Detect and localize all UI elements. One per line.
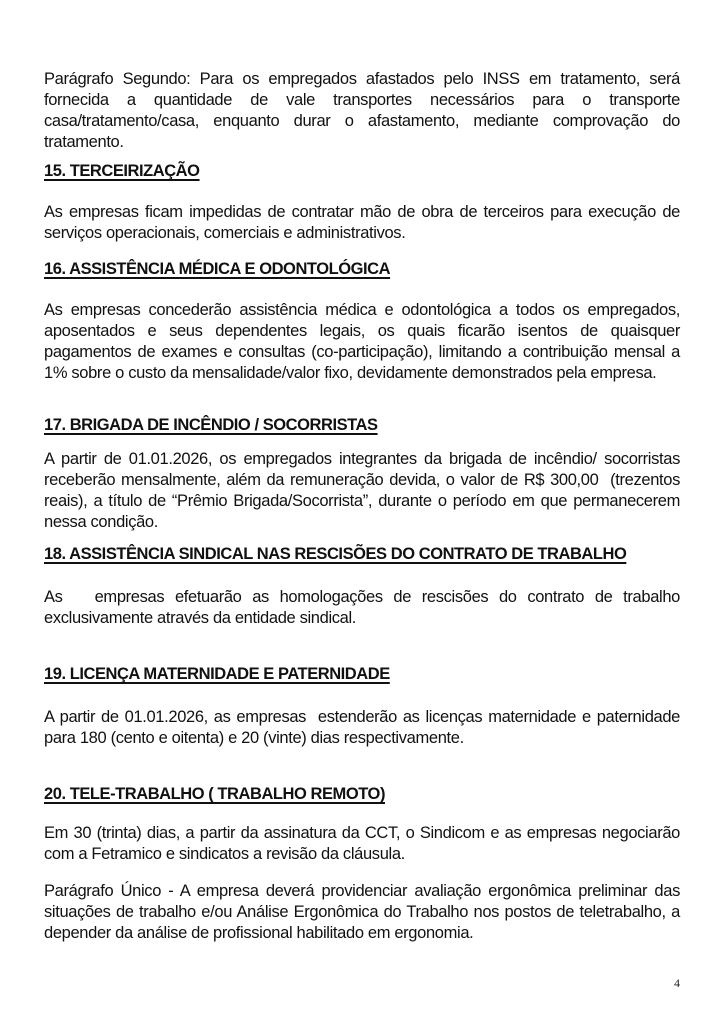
heading-20-teletrabalho: 20. TELE-TRABALHO ( TRABALHO REMOTO) <box>44 785 385 803</box>
paragraph-licenca: A partir de 01.01.2026, as empresas estenderão as licenças maternidade e paternidade para 180 (cento e oitenta) e 20 (vinte) dias respectivamente. <box>44 708 685 747</box>
paragraph-segundo-inss: Parágrafo Segundo: Para os empregados afastados pelo INSS em tratamento, será fornecida a quantidade de vale transportes necessários para o transporte casa/tratamento/casa, enquanto durar o afastamento, mediante comprovação do tratamento. <box>44 70 680 151</box>
paragraph-terceirizacao: As empresas ficam impedidas de contratar mão de obra de terceiros para execução de serviços operacionais, comerciais e administrativos. <box>44 203 680 242</box>
heading-19-licenca: 19. LICENÇA MATERNIDADE E PATERNIDADE <box>44 665 390 683</box>
paragraph-assistencia-sindical: As empresas efetuarão as homologações de rescisões do contrato de trabalho exclusivamente através da entidade sindical. <box>44 588 685 627</box>
heading-18-assistencia-sindical: 18. ASSISTÊNCIA SINDICAL NAS RESCISÕES DO CONTRATO DE TRABALHO <box>44 545 627 563</box>
paragraph-assistencia-medica: As empresas concederão assistência médica e odontológica a todos os empregados, aposentados e seus dependentes legais, os quais ficarão isentos de quaisquer pagamentos de exames e consultas (co-participação), limitando a contribuição mensal a 1% sobre o custo da mensalidade/valor fixo, devidamente demonstrados pela empresa. <box>44 301 680 382</box>
heading-15-terceirizacao: 15. TERCEIRIZAÇÃO <box>44 162 200 180</box>
paragraph-unico-ergonomia: Parágrafo Único - A empresa deverá providenciar avaliação ergonômica preliminar das situações de trabalho e/ou Análise Ergonômica do Trabalho nos postos de teletrabalho, a depender da análise de profissional habilitado em ergonomia. <box>44 882 680 942</box>
heading-17-brigada: 17. BRIGADA DE INCÊNDIO / SOCORRISTAS <box>44 416 378 434</box>
page-number: 4 <box>674 976 680 990</box>
paragraph-teletrabalho: Em 30 (trinta) dias, a partir da assinatura da CCT, o Sindicom e as empresas negociarão com a Fetramico e sindicatos a revisão da cláusula. <box>44 824 680 863</box>
paragraph-brigada: A partir de 01.01.2026, os empregados integrantes da brigada de incêndio/ socorristas receberão mensalmente, além da remuneração devida, o valor de R$ 300,00 (trezentos reais), a título de “Prêmio Brigada/Socorrista”, durante o período em que permanecerem nessa condição. <box>44 450 689 531</box>
heading-16-assistencia-medica: 16. ASSISTÊNCIA MÉDICA E ODONTOLÓGICA <box>44 260 391 278</box>
